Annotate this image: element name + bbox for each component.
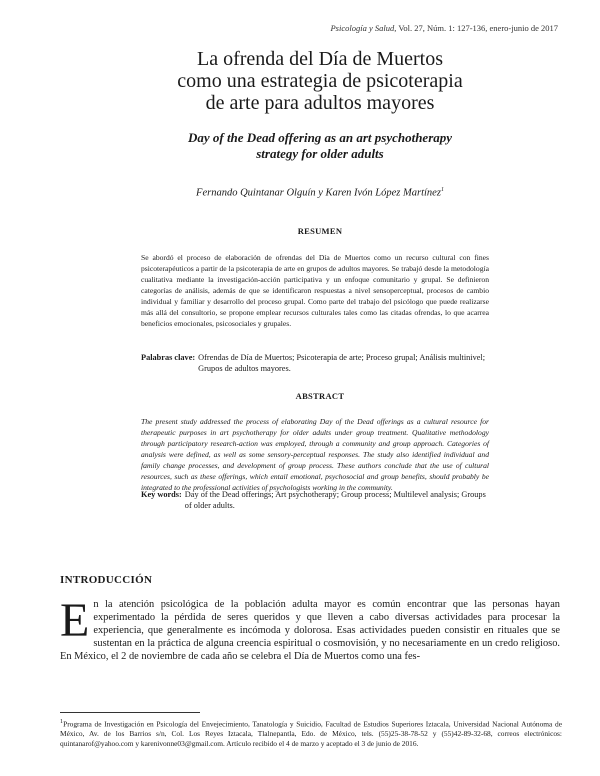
abstract-heading: ABSTRACT <box>295 391 345 401</box>
introduction-heading: INTRODUCCIÓN <box>60 574 153 586</box>
english-title-line-1: Day of the Dead offering as an art psychotherapy <box>187 130 453 145</box>
resumen-text: Se abordó el proceso de elaboración de ofrendas del Día de Muertos como un recurso cultural con fines psicoterapéuticos a partir de la psicoterapia de arte en grupos de adultos mayores. Se trabajó desde la metodología cualitativa mediante la investigación-acción participativa y un enfoque comunitario y grupal. Se definieron categorías de análisis, además de que se identificaron respuestas a nivel sensoperceptual, procesos de cambio individual y familiar y desarrollo del proceso grupal. Como parte del trabajo del psicólogo que puede realizarse más allá del consultorio, se propone emplear recursos culturales tales como las citadas ofrendas, lo que acarrea beneficios emocionales, psicosociales y grupales. <box>141 253 489 328</box>
footnote-marker: 1 <box>60 719 64 725</box>
author-names: Fernando Quintanar Olguín y Karen Ivón López Martínez <box>196 187 441 199</box>
author-footnote-marker[interactable]: 1 <box>440 187 444 193</box>
english-title <box>60 130 580 162</box>
key-words-label: Key words: <box>141 490 182 499</box>
palabras-clave <box>141 352 491 374</box>
author-line <box>60 187 580 199</box>
introduction-text: n la atención psicológica de la población adulta mayor es común encontrar que las personas hayan experimentado la pérdida de seres queridos y que lleven a cabo diversas actividades para procesar la experiencia, que generalmente es incómoda y dolorosa. Esas actividades pueden consistir en rituales que se sustentan en la práctica de alguna creencia espiritual o cosmovisión, y no necesariamente en un credo religioso. En México, el 2 de noviembre de cada año se celebra el Día de Muertos como una fes- <box>60 599 560 662</box>
footnote-divider <box>60 712 200 713</box>
english-title-line-2: strategy for older adults <box>256 146 384 161</box>
article-title <box>60 48 580 114</box>
drop-cap: E <box>60 594 90 647</box>
key-words-text: Day of the Dead offerings; Art psychotherapy; Group process; Multilevel analysis; Groups of older adults. <box>184 490 486 510</box>
title-line-2: como una estrategia de psicoterapia <box>177 70 463 92</box>
key-words <box>141 489 491 511</box>
journal-name: Psicología y Salud <box>330 23 395 33</box>
abstract-text: The present study addressed the process of elaborating Day of the Dead offerings as a cultural resource for therapeutic purposes in art psychotherapy for older adults under group treatment. Qualitative methodology through participatory research-action was employed, through a community and group approach. Categories of analysis were defined, as well as some sensory-perceptual responses. The study also identified individual and family change processes, and development of group process. These authors conclude that the use of cultural resources, such as these offerings, which entail emotional, psychosocial and group benefits, should probably be integrated to the professional activities of psychologists working in the community. <box>141 417 489 492</box>
footnote <box>60 717 562 749</box>
palabras-clave-label: Palabras clave: <box>141 353 196 362</box>
title-line-3: de arte para adultos mayores <box>205 92 435 114</box>
issue-info: , Vol. 27, Núm. 1: 127-136, enero-junio de 2017 <box>394 23 558 33</box>
introduction-paragraph <box>60 594 560 663</box>
resumen-heading: RESUMEN <box>297 226 343 236</box>
footnote-text: Programa de Investigación en Psicología del Envejecimiento, Tanatología y Suicidio, Facultad de Estudios Superiores Iztacala, Universidad Nacional Autónoma de México, Av. de los Barrios s/n, Col. Los Reyes Iztacala, Tlalnepantla, Edo. de México, tels. (55)25-38-78-52 y (55)42-89-32-68, correos electrónicos: quintanarof@yahoo.com y karenivonne03@gmail.com. Artículo recibido el 4 de marzo y aceptado el 3 de junio de 2016. <box>60 719 562 749</box>
palabras-clave-text: Ofrendas de Día de Muertos; Psicoterapia de arte; Proceso grupal; Análisis multinivel; Grupos de adultos mayores. <box>198 353 486 373</box>
title-line-1: La ofrenda del Día de Muertos <box>196 48 443 70</box>
running-head <box>330 23 558 33</box>
